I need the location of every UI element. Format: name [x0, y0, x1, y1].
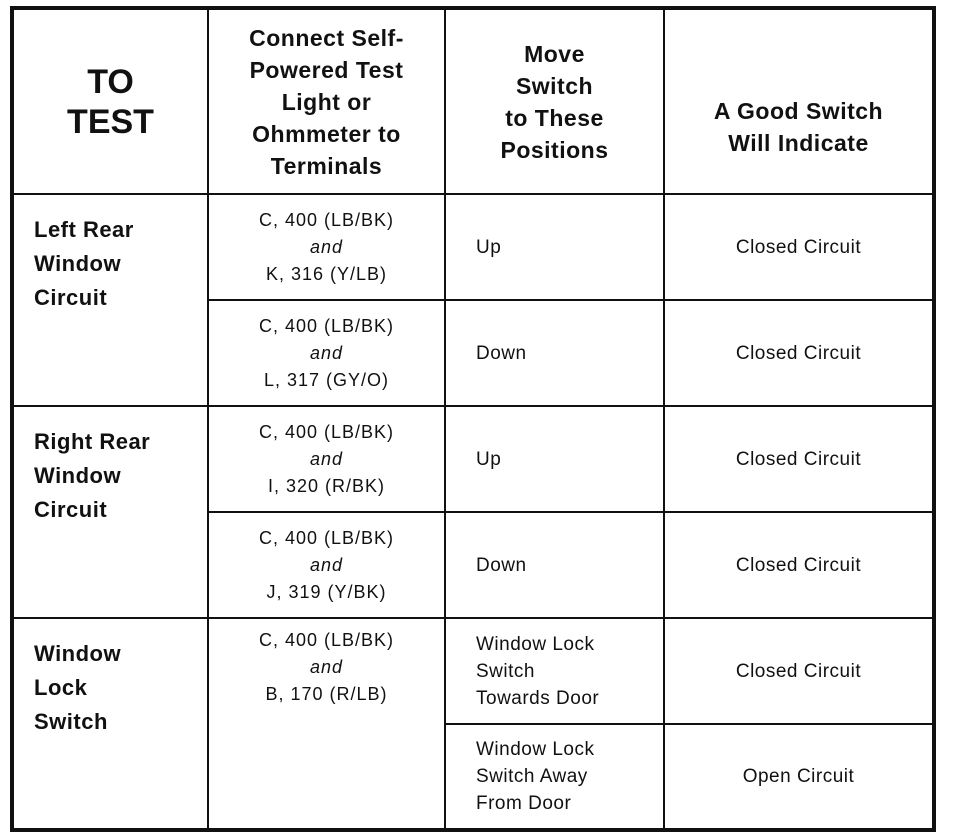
header-to-test: [12, 8, 208, 194]
indication-cell: Closed Circuit: [664, 194, 934, 300]
position-cell: [445, 406, 664, 512]
header-good: [664, 8, 934, 194]
section-name-line: Switch: [34, 709, 108, 734]
indication-cell: Closed Circuit: [664, 300, 934, 406]
terminal-and: and: [309, 342, 344, 363]
header-connect-line: Powered Test: [249, 56, 404, 83]
header-move-line: to These: [505, 104, 604, 131]
section-name-line: Window: [34, 641, 122, 666]
header-move-line: Positions: [500, 136, 609, 163]
terminal-cell: [208, 406, 445, 512]
position-line: Up: [476, 448, 502, 470]
position-line: Switch Away: [476, 766, 588, 787]
terminal-line: K, 316 (Y/LB): [265, 263, 388, 284]
section-name-line: Window: [34, 463, 122, 488]
header-move-line: Move: [524, 40, 585, 67]
terminal-cell: [208, 300, 445, 406]
header-connect-line: Connect Self-: [249, 24, 404, 51]
position-line: Switch: [476, 660, 535, 682]
terminal-line: C, 400 (LB/BK): [258, 421, 395, 442]
terminal-line: B, 170 (R/LB): [265, 684, 388, 704]
terminal-line: C, 400 (LB/BK): [258, 527, 395, 548]
terminal-and: and: [309, 657, 344, 677]
position-line: Window Lock: [476, 739, 595, 760]
section-name-line: Right Rear: [34, 429, 151, 454]
table-row: [12, 406, 934, 512]
section-right-rear-window: [12, 406, 208, 618]
section-left-rear-window: [12, 194, 208, 406]
section-name-line: Lock: [34, 675, 88, 700]
header-to-test-line: TO: [87, 62, 134, 101]
indication-cell: Closed Circuit: [664, 618, 934, 724]
terminal-and: and: [309, 554, 344, 575]
position-line: From Door: [476, 793, 572, 814]
position-cell: [445, 512, 664, 618]
position-cell: [445, 194, 664, 300]
header-connect-line: Ohmmeter to: [252, 120, 401, 147]
header-good-line: A Good Switch: [713, 97, 884, 124]
header-move-line: Switch: [515, 72, 594, 99]
position-line: Towards Door: [476, 687, 600, 709]
terminal-line: C, 400 (LB/BK): [258, 315, 395, 336]
terminal-and: and: [309, 448, 344, 469]
terminal-line: C, 400 (LB/BK): [258, 630, 395, 650]
header-connect-line: Terminals: [270, 152, 383, 179]
indication-cell: Open Circuit: [664, 724, 934, 830]
position-cell: [445, 618, 664, 724]
terminal-line: I, 320 (R/BK): [267, 475, 386, 496]
terminal-line: J, 319 (Y/BK): [266, 581, 387, 602]
terminal-line: C, 400 (LB/BK): [258, 209, 395, 230]
position-line: Down: [476, 342, 527, 364]
indication-cell: Closed Circuit: [664, 406, 934, 512]
position-line: Down: [476, 554, 527, 576]
section-name-line: Left Rear: [34, 217, 134, 242]
terminal-line: L, 317 (GY/O): [263, 369, 390, 390]
header-connect: [208, 8, 445, 194]
table-row: [12, 194, 934, 300]
position-cell: [445, 300, 664, 406]
position-line: Window Lock: [476, 633, 595, 655]
terminal-and: and: [309, 236, 344, 257]
header-move: [445, 8, 664, 194]
position-line: Up: [476, 236, 502, 258]
section-window-lock-switch: [12, 618, 208, 830]
header-to-test-line: TEST: [67, 102, 154, 141]
table-row: [12, 618, 934, 724]
header-good-line: Will Indicate: [728, 129, 869, 156]
position-cell: [445, 724, 664, 830]
header-row: [12, 8, 934, 194]
header-connect-line: Light or: [281, 88, 372, 115]
terminal-cell: [208, 194, 445, 300]
terminal-cell: [208, 512, 445, 618]
section-name-line: Window: [34, 251, 122, 276]
section-name-line: Circuit: [34, 497, 108, 522]
section-name-line: Circuit: [34, 285, 108, 310]
indication-cell: Closed Circuit: [664, 512, 934, 618]
switch-test-table: [10, 6, 936, 832]
terminal-cell: [208, 618, 445, 830]
